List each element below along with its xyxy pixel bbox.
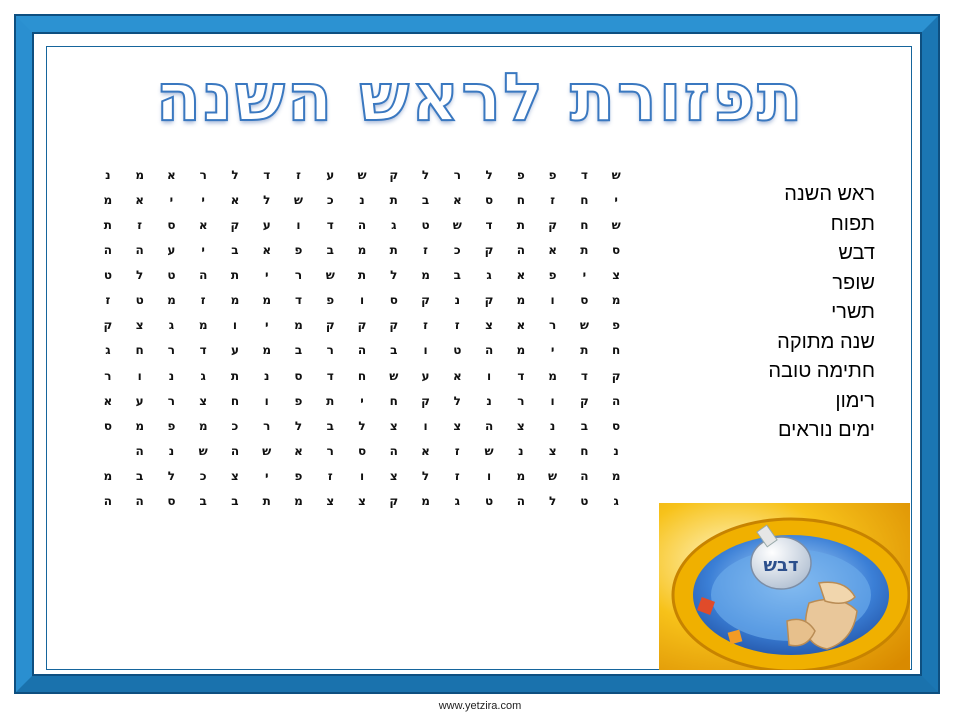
grid-letter: א [198, 217, 208, 232]
grid-letter: ג [200, 368, 206, 383]
grid-letter: ה [357, 217, 367, 232]
grid-letter: ח [580, 192, 589, 207]
grid-letter: ו [487, 368, 492, 383]
grid-letter: ז [454, 318, 460, 333]
grid-letter: צ [358, 494, 366, 509]
grid-letter: ס [612, 418, 621, 433]
grid-letter: ז [327, 469, 333, 484]
grid-letter: מ [516, 293, 526, 308]
grid-letter: ו [296, 217, 301, 232]
grid-letter: ס [612, 242, 621, 257]
grid-letter: ב [135, 469, 144, 484]
grid-letter: פ [548, 268, 557, 283]
grid-letter: ו [550, 393, 555, 408]
grid-letter: ל [167, 469, 176, 484]
site-footer: www.yetzira.com [438, 700, 522, 712]
grid-letter: ק [421, 293, 430, 308]
grid-letter: פ [294, 242, 303, 257]
grid-letter: ק [325, 318, 335, 333]
grid-letter: נ [549, 418, 556, 433]
grid-letter: י [201, 192, 205, 207]
grid-letter: ד [517, 368, 525, 383]
word-list-item: שופר [832, 271, 875, 294]
grid-letter: פ [294, 393, 303, 408]
grid-letter: מ [548, 368, 557, 383]
grid-letter: ש [262, 443, 272, 458]
grid-letter: ט [485, 494, 494, 509]
grid-letter: ז [296, 167, 301, 182]
grid-letter: ת [230, 268, 240, 283]
grid-letter: ב [453, 268, 461, 283]
grid-letter: ט [580, 494, 589, 509]
grid-letter: נ [518, 443, 524, 458]
grid-letter: כ [231, 418, 239, 433]
grid-letter: כ [326, 192, 334, 207]
grid-letter: ש [579, 318, 589, 333]
grid-letter: ה [103, 494, 113, 509]
grid-letter: פ [612, 318, 621, 333]
grid-letter: ב [199, 494, 207, 509]
grid-letter: ד [326, 217, 334, 232]
grid-letter: ג [168, 318, 175, 333]
grid-letter: נ [168, 443, 175, 458]
grid-letter: צ [135, 318, 144, 333]
grid-letter: ד [263, 167, 271, 182]
grid-letter: ג [613, 494, 619, 509]
grid-letter: מ [135, 167, 144, 182]
grid-letter: ש [611, 217, 621, 232]
grid-letter: ש [452, 217, 462, 232]
grid-letter: ק [421, 393, 430, 408]
grid-letter: ש [325, 268, 335, 283]
grid-letter: ו [137, 368, 142, 383]
grid-letter: א [135, 192, 145, 207]
grid-letter: א [516, 318, 526, 333]
grid-letter: ר [167, 343, 176, 358]
grid-letter: ש [611, 167, 621, 182]
grid-letter: ה [484, 418, 494, 433]
grid-letter: ח [612, 343, 621, 358]
grid-letter: ת [103, 217, 112, 232]
grid-letter: ס [389, 293, 398, 308]
grid-letter: ל [294, 418, 303, 433]
grid-letter: ו [423, 343, 428, 358]
grid-letter: ת [357, 268, 367, 283]
grid-letter: ה [484, 343, 494, 358]
grid-letter: ת [580, 343, 589, 358]
word-search-grid [92, 162, 632, 564]
grid-letter: ז [423, 318, 428, 333]
honey-bowl-photo [659, 503, 910, 670]
honey-bowl-illustration [659, 503, 910, 670]
grid-letter: נ [486, 393, 492, 408]
grid-letter: ס [167, 494, 176, 509]
grid-letter: מ [198, 318, 208, 333]
grid-letter: מ [167, 293, 176, 308]
grid-letter: ה [516, 494, 525, 509]
grid-letter: מ [421, 268, 430, 283]
grid-letter: ט [135, 293, 144, 308]
grid-letter: צ [231, 469, 239, 484]
grid-letter: מ [198, 418, 208, 433]
grid-letter: ז [454, 443, 460, 458]
grid-letter: ט [453, 343, 462, 358]
grid-letter: צ [548, 443, 557, 458]
grid-letter: צ [453, 418, 462, 433]
grid-letter: ט [103, 268, 112, 283]
grid-letter: ח [357, 368, 367, 383]
grid-letter: פ [326, 293, 335, 308]
grid-letter: ס [357, 443, 367, 458]
grid-letter: ח [230, 393, 240, 408]
grid-letter: ל [421, 469, 430, 484]
word-list-item: שנה מתוקה [777, 330, 875, 353]
grid-letter: ד [294, 293, 303, 308]
grid-letter: ק [389, 167, 399, 182]
grid-letter: ו [550, 293, 555, 308]
grid-letter: מ [135, 418, 144, 433]
grid-letter: א [103, 393, 113, 408]
grid-letter: ת [389, 242, 398, 257]
grid-letter: א [167, 167, 176, 182]
grid-letter: ו [423, 418, 428, 433]
grid-letter: א [516, 268, 526, 283]
grid-letter: ל [263, 192, 271, 207]
grid-letter: ו [359, 293, 365, 308]
grid-letter: צ [389, 418, 398, 433]
grid-letter: נ [359, 192, 365, 207]
grid-letter: ח [389, 393, 398, 408]
grid-letter: ז [423, 242, 428, 257]
grid-letter: י [201, 242, 205, 257]
grid-letter: ט [421, 217, 430, 232]
grid-letter: ע [262, 217, 271, 232]
grid-letter: נ [168, 368, 175, 383]
grid-letter: ר [199, 167, 207, 182]
grid-letter: ע [230, 343, 239, 358]
grid-letter: ל [453, 393, 461, 408]
grid-letter: ר [453, 167, 461, 182]
grid-letter: ה [135, 242, 144, 257]
grid-letter: ג [454, 494, 460, 509]
grid-letter: ר [167, 393, 176, 408]
grid-letter: צ [326, 494, 335, 509]
word-list-item: ימים נוראים [777, 419, 875, 441]
grid-letter: י [360, 393, 364, 408]
grid-letter: ר [294, 268, 303, 283]
grid-letter: ש [389, 368, 399, 383]
grid-letter: ה [389, 443, 398, 458]
grid-letter: י [550, 343, 555, 358]
page-title: תפזורת לראש השנה [155, 58, 805, 136]
grid-letter: י [169, 192, 174, 207]
grid-letter: צ [389, 469, 398, 484]
grid-letter: ר [326, 343, 334, 358]
grid-letter: ד [485, 217, 493, 232]
grid-letter: ה [580, 469, 589, 484]
grid-letter: מ [421, 494, 430, 509]
grid-letter: ה [357, 343, 367, 358]
grid-letter: פ [167, 418, 176, 433]
grid-letter: א [421, 443, 430, 458]
jar-label: דבש [763, 555, 799, 576]
grid-letter: י [582, 268, 587, 283]
grid-letter: א [452, 368, 462, 383]
word-list-item: תשרי [831, 301, 875, 323]
grid-letter: ר [517, 393, 525, 408]
grid-letter: ה [135, 443, 144, 458]
grid-letter: ג [391, 217, 397, 232]
grid-letter: ע [135, 393, 144, 408]
grid-letter: ק [230, 217, 240, 232]
grid-letter: ע [326, 167, 335, 182]
grid-letter: ז [550, 192, 556, 207]
grid-letter: ז [105, 293, 111, 308]
grid-letter: י [614, 192, 618, 207]
grid-letter: ח [580, 217, 589, 232]
grid-letter: ה [612, 393, 621, 408]
grid-letter: ז [137, 217, 143, 232]
grid-letter: ת [326, 393, 335, 408]
grid-letter: ה [516, 242, 525, 257]
grid-letter: ש [357, 167, 367, 182]
grid-letter: ג [105, 343, 111, 358]
grid-letter: ב [421, 192, 430, 207]
grid-letter: ק [579, 393, 589, 408]
grid-letter: נ [454, 293, 461, 308]
grid-letter: ת [230, 368, 240, 383]
grid-letter: פ [548, 167, 557, 182]
grid-letter: ש [293, 192, 304, 207]
grid-letter: ד [580, 368, 588, 383]
grid-letter: י [264, 268, 269, 283]
grid-letter: ק [484, 242, 494, 257]
grid-letter: ס [103, 418, 112, 433]
grid-letter: ש [484, 443, 494, 458]
grid-letter: ת [262, 494, 271, 509]
grid-letter: ד [199, 343, 207, 358]
grid-letter: מ [611, 469, 621, 484]
grid-letter: כ [453, 242, 461, 257]
grid-letter: ה [230, 443, 240, 458]
grid-letter: ד [326, 368, 334, 383]
grid-letter: מ [357, 242, 367, 257]
grid-letter: ש [198, 443, 208, 458]
grid-letter: א [452, 192, 462, 207]
grid-letter: ה [199, 268, 208, 283]
grid-letter: ה [135, 494, 144, 509]
grid-letter: י [264, 469, 269, 484]
grid-letter: ס [580, 293, 589, 308]
grid-letter: מ [294, 494, 303, 509]
grid-letter: צ [516, 418, 525, 433]
grid-letter: ו [232, 318, 238, 333]
grid-letter: ח [580, 443, 589, 458]
grid-letter: מ [230, 293, 240, 308]
grid-letter: ת [389, 192, 398, 207]
grid-letter: ע [167, 242, 176, 257]
grid-letter: צ [612, 268, 621, 283]
grid-letter: ת [516, 217, 525, 232]
grid-letter: ר [104, 368, 112, 383]
grid-letter: פ [516, 167, 525, 182]
grid-letter: מ [611, 293, 621, 308]
grid-letter: ע [421, 368, 430, 383]
grid-letter: ל [548, 494, 557, 509]
grid-letter: ט [167, 268, 176, 283]
word-list-item: דבש [838, 242, 875, 264]
grid-letter: י [264, 318, 269, 333]
grid-letter: ב [231, 494, 239, 509]
grid-letter: א [230, 192, 240, 207]
grid-letter: כ [199, 469, 207, 484]
grid-letter: ס [485, 192, 494, 207]
grid-letter: ל [358, 418, 366, 433]
grid-letter: ס [167, 217, 176, 232]
grid-letter: ז [200, 293, 206, 308]
grid-letter: ב [326, 242, 334, 257]
grid-letter: ב [390, 343, 398, 358]
grid-letter: ב [580, 418, 589, 433]
grid-letter: מ [294, 318, 303, 333]
grid-letter: ק [611, 368, 621, 383]
grid-letter: ר [548, 318, 557, 333]
grid-letter: נ [105, 167, 111, 182]
grid-letter: ו [487, 469, 492, 484]
grid-letter: א [548, 242, 557, 257]
grid-letter: ה [103, 242, 113, 257]
grid-letter: ק [389, 494, 399, 509]
grid-letter: נ [264, 368, 270, 383]
grid-letter: ב [326, 418, 334, 433]
grid-letter: ו [264, 393, 269, 408]
grid-letter: מ [262, 293, 272, 308]
grid-letter: ק [357, 318, 367, 333]
grid-letter: ק [548, 217, 558, 232]
grid-letter: מ [262, 343, 272, 358]
grid-letter: ל [390, 268, 398, 283]
grid-letter: ש [548, 469, 558, 484]
grid-letter: מ [103, 469, 113, 484]
word-list-item: חתימה טובה [768, 360, 875, 382]
grid-letter: ב [294, 343, 303, 358]
grid-letter: ד [580, 167, 588, 182]
grid-letter: ק [484, 293, 494, 308]
grid-letter: מ [103, 192, 113, 207]
grid-letter: א [262, 242, 272, 257]
grid-letter: ח [135, 343, 144, 358]
grid-letter: ק [389, 318, 399, 333]
grid-letter: ח [516, 192, 525, 207]
grid-letter: ו [359, 469, 365, 484]
grid-letter: ר [326, 443, 334, 458]
word-list-item: רימון [835, 389, 875, 412]
grid-letter: ק [103, 318, 113, 333]
word-list [700, 180, 875, 446]
grid-letter: ס [294, 368, 303, 383]
grid-letter: ל [231, 167, 239, 182]
grid-letter: צ [485, 318, 493, 333]
word-list-item: ראש השנה [784, 183, 875, 205]
grid-letter: ז [454, 469, 460, 484]
grid-letter: צ [199, 393, 208, 408]
grid-letter: ר [263, 418, 271, 433]
grid-letter: ל [136, 268, 144, 283]
grid-letter: ל [421, 167, 430, 182]
word-list-item: תפוח [830, 212, 875, 235]
grid-letter: מ [516, 469, 526, 484]
grid-letter: נ [613, 443, 619, 458]
grid-letter: ל [485, 167, 493, 182]
grid-letter: פ [294, 469, 303, 484]
grid-letter: ת [580, 242, 589, 257]
grid-letter: ב [231, 242, 239, 257]
grid-letter: מ [516, 343, 526, 358]
grid-letter: א [294, 443, 303, 458]
grid-letter: ג [486, 268, 492, 283]
